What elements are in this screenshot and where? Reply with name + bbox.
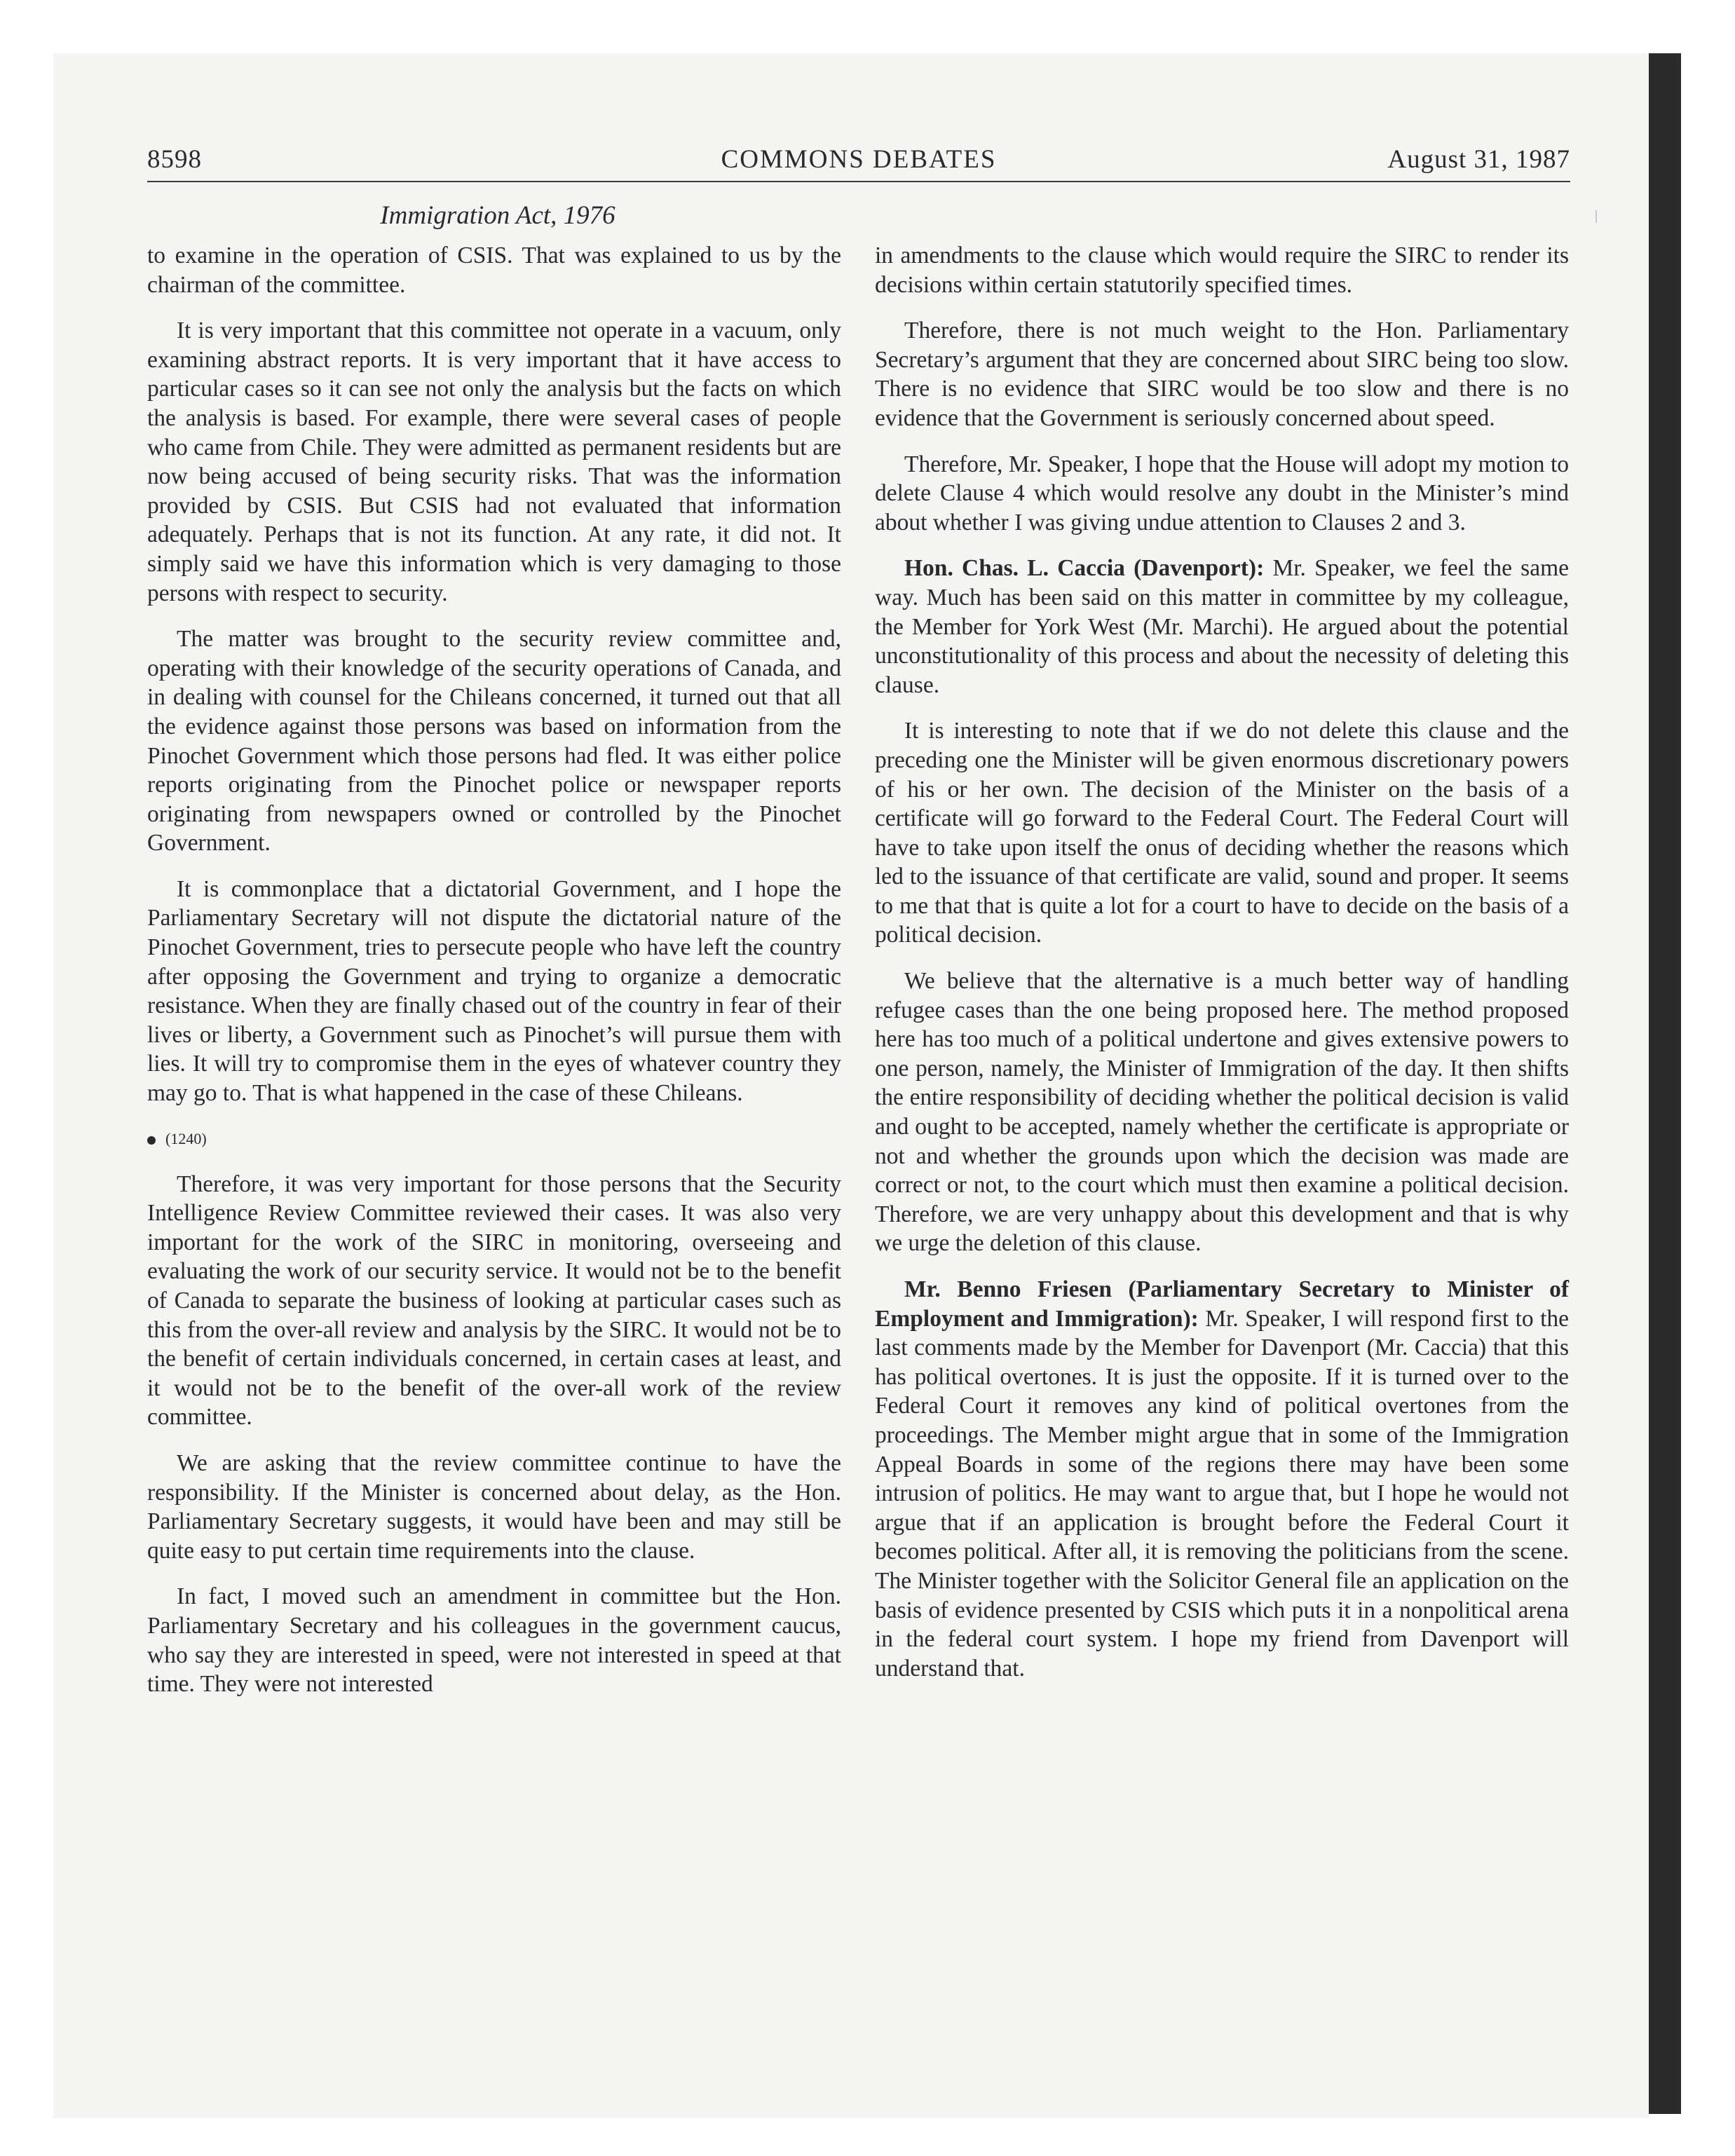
speech-text: Mr. Speaker, I will respond first to the last comments made by the Member for Davenport (Mr. Caccia) that this has political overtones. It is just the opposite. If it is turned over to the Federal Court it removes any kind of political overtones from the proceedings. The Member might argue that in some of the Immigration Appeal Boards in some of the regions there may have been some intrusion of politics. He may want to argue that, but I hope he would not argue that if an application is brought before the Federal Court it becomes political. After all, it is removing the politicians from the scene. The Minister together with the Solicitor General file an application on the basis of evidence presented by CSIS which puts it in a nonpolitical arena in the federal court system. I hope my friend from Davenport will understand that.: [875, 1305, 1569, 1681]
paragraph: Therefore, there is not much weight to the Hon. Parliamentary Secretary’s argument that they are concerned about SIRC being too slow. There is no evidence that SIRC would be too slow and there is no evidence that the Government is seriously concerned about speed.: [875, 318, 1569, 431]
header-rule: [147, 181, 1570, 182]
left-column: [147, 241, 841, 1716]
page-header: [147, 144, 1570, 184]
bullet-icon: [147, 1136, 156, 1145]
speech-paragraph: [875, 554, 1569, 700]
paragraph: We believe that the alternative is a much better way of handling refugee cases than the one being proposed here. The method proposed here has too much of a political undertone and gives extensive powers to one person, namely, the Minister of Immigration of the day. It then shifts the entire responsibility of deciding whether the political decision is valid and ought to be accepted, namely whether the certificate is appropriate or not and whether the grounds upon which the decision was made are correct or not, to the court which must then examine a political decision. Therefore, we are very unhappy about this development and that is why we urge the deletion of this clause.: [875, 968, 1569, 1257]
paragraph: It is very important that this committee not operate in a vacuum, only examining abstract reports. It is very important that it have access to particular cases so it can see not only the analysis but the facts on which the analysis is based. For example, there were several cases of people who came from Chile. They were admitted as permanent residents but are now being accused of being security risks. That was the information provided by CSIS. But CSIS had not evaluated that information adequately. Perhaps that is not its function. At any rate, it did not. It simply said we have this information which is very damaging to those persons with respect to security.: [147, 318, 841, 606]
paragraph: We are asking that the review committee continue to have the responsibility. If the Minister is concerned about delay, as the Hon. Parliamentary Secretary suggests, it would have been and may still be quite easy to put certain time requirements into the clause.: [147, 1449, 841, 1564]
paragraph: to examine in the operation of CSIS. That was explained to us by the chairman of the committee.: [147, 243, 841, 298]
paragraph: Therefore, Mr. Speaker, I hope that the House will adopt my motion to delete Clause 4 which would resolve any doubt in the Minister’s mind about whether I was giving undue attention to Clauses 2 and 3.: [875, 451, 1569, 535]
publication-title: COMMONS DEBATES: [721, 145, 997, 174]
binding-edge: [1649, 53, 1681, 2114]
time-marker-text: (1240): [165, 1129, 207, 1147]
header-date: August 31, 1987: [1387, 145, 1570, 174]
paragraph: It is interesting to note that if we do not delete this clause and the preceding one the Minister will be given enormous discretionary powers of his or her own. The decision of the Minister on the basis of a certificate will go forward to the Federal Court. The Federal Court will have to take upon itself the onus of deciding whether the reasons which led to the issuance of that certificate are valid, sound and proper. It seems to me that that is quite a lot for a court to have to decide on the basis of a political decision.: [875, 718, 1569, 948]
scan-mark: [1595, 210, 1597, 223]
paragraph: In fact, I moved such an amendment in committee but the Hon. Parliamentary Secretary and his colleagues in the government caucus, who say they are interested in speed, were not interested in speed at that time. They were not interested: [147, 1583, 841, 1698]
paragraph: The matter was brought to the security review committee and, operating with their knowledge of the security operations of Canada, and in dealing with counsel for the Chileans concerned, it turned out that all the evidence against those persons was based on information from the Pinochet Government which those persons had fled. It was either police reports originating from the Pinochet police or newspaper reports originating from newspapers owned or controlled by the Pinochet Government.: [147, 626, 841, 857]
speech-paragraph: [875, 1275, 1569, 1683]
running-head: Immigration Act, 1976: [380, 201, 615, 230]
speaker-name: Mr. Benno Friesen (Parliamentary Secretary to Minister of Employment and Immigration):: [875, 1276, 1569, 1332]
speaker-name: Hon. Chas. L. Caccia (Davenport):: [904, 555, 1265, 582]
speech-text: Mr. Speaker, we feel the same way. Much has been said on this matter in committee by my colleague, the Member for York West (Mr. Marchi). He argued about the potential unconstitutionality of this process and about the necessity of deleting this clause.: [875, 555, 1570, 698]
paragraph: Therefore, it was very important for those persons that the Security Intelligence Review Committee reviewed their cases. It was also very important for the work of the SIRC in monitoring, overseeing and evaluating the work of our security service. It would not be to the benefit of Canada to separate the business of looking at particular cases such as this from the over-all review and analysis by the SIRC. It would not be to the benefit of certain individuals concerned, in certain cases at least, and it would not be to the benefit of the over-all work of the review committee.: [147, 1171, 841, 1431]
right-column: [875, 241, 1569, 1700]
paragraph: in amendments to the clause which would require the SIRC to render its decisions within certain statutorily specified times.: [875, 243, 1569, 298]
page-number: 8598: [147, 145, 202, 174]
paragraph: It is commonplace that a dictatorial Government, and I hope the Parliamentary Secretary will not dispute the dictatorial nature of the Pinochet Government, tries to persecute people who have left the country after opposing the Government and trying to organize a democratic resistance. When they are finally chased out of the country in fear of their lives or liberty, a Government such as Pinochet’s will pursue them with lies. It will try to compromise them in the eyes of whatever country they may go to. That is what happened in the case of these Chileans.: [147, 875, 841, 1107]
time-marker: [147, 1129, 841, 1149]
